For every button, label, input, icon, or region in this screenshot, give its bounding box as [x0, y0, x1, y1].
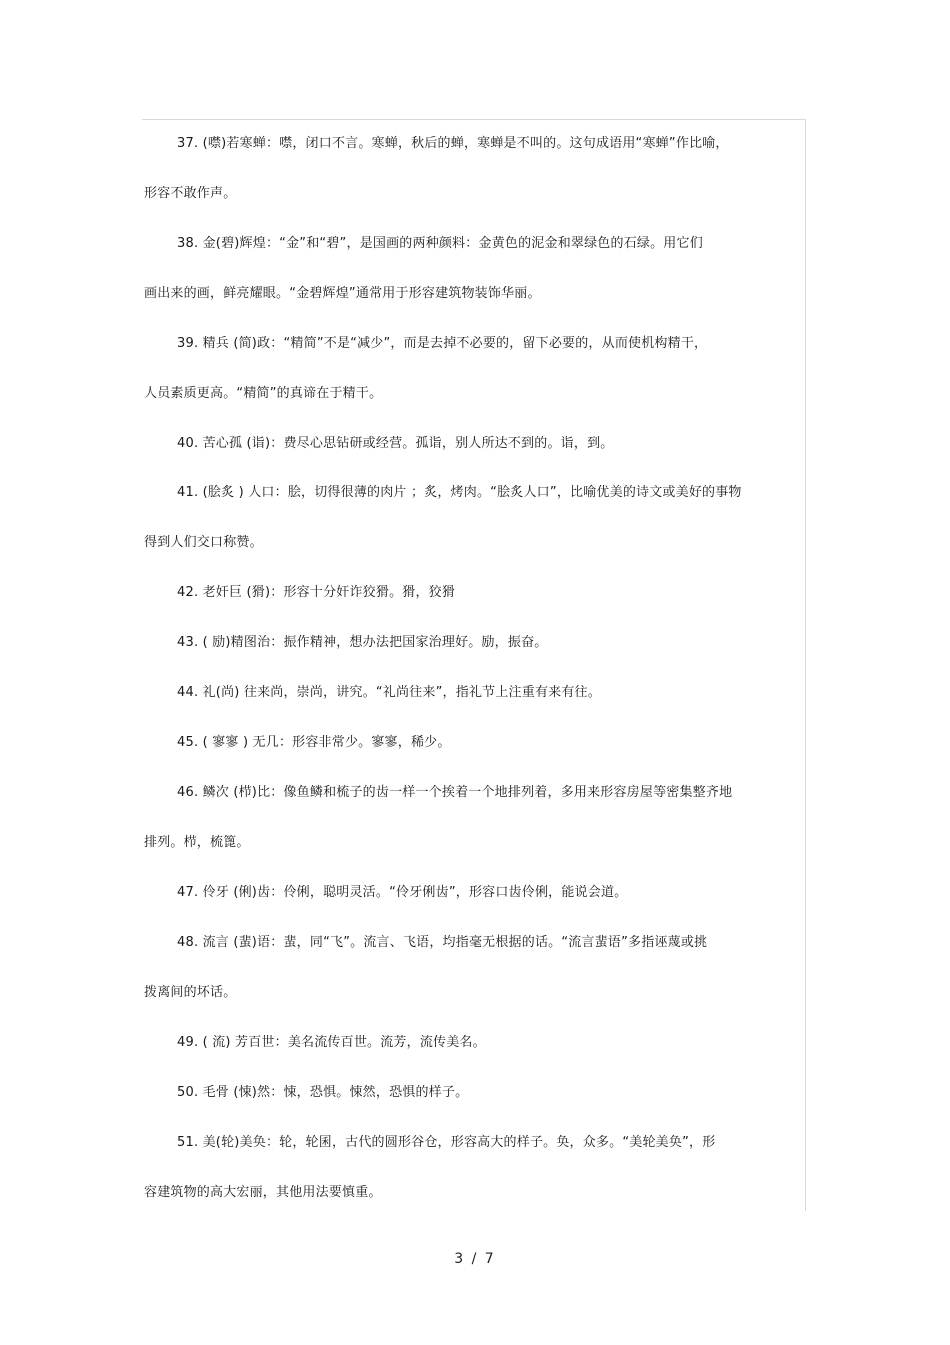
entry-48-line-1: 48. 流言 (蜚)语：蜚，同“飞”。流言、飞语，均指毫无根据的话。“流言蜚语”多指诬蔑或挑	[177, 935, 708, 950]
entry-38-line-2: 画出来的画，鲜亮耀眼。“金碧辉煌”通常用于形容建筑物装饰华丽。	[144, 286, 541, 301]
entry-46-line-1: 46. 鳞次 (栉)比：像鱼鳞和梳子的齿一样一个挨着一个地排列着，多用来形容房屋等密集整齐地	[177, 785, 733, 800]
entry-41-line-1: 41. (脍炙 ) 人口：脍，切得很薄的肉片 ；炙，烤肉。“脍炙人口”，比喻优美的诗文或美好的事物	[177, 485, 742, 500]
entry-37-line-1: 37. (噤)若寒蝉：噤，闭口不言。寒蝉，秋后的蝉，寒蝉是不叫的。这句成语用“寒蝉”作比喻，	[177, 136, 729, 151]
entry-39-line-2: 人员素质更高。“精简”的真谛在于精干。	[144, 386, 383, 401]
entry-38-line-1: 38. 金(碧)辉煌：“金”和“碧”，是国画的两种颜料：金黄色的泥金和翠绿色的石绿。用它们	[177, 236, 703, 251]
entry-48-line-2: 拨离间的坏话。	[144, 985, 237, 1000]
entry-47-line-1: 47. 伶牙 (俐)齿：伶俐，聪明灵活。“伶牙俐齿”，形容口齿伶俐，能说会道。	[177, 885, 628, 900]
entry-50-line-1: 50. 毛骨 (悚)然：悚，恐惧。悚然，恐惧的样子。	[177, 1085, 469, 1100]
entry-51-line-2: 容建筑物的高大宏丽，其他用法要慎重。	[144, 1185, 382, 1200]
entry-43-line-1: 43. ( 励)精图治：振作精神，想办法把国家治理好。励，振奋。	[177, 635, 548, 650]
entry-41-line-2: 得到人们交口称赞。	[144, 535, 263, 550]
entry-45-line-1: 45. ( 寥寥 ) 无几：形容非常少。寥寥，稀少。	[177, 735, 451, 750]
entry-49-line-1: 49. ( 流) 芳百世：美名流传百世。流芳，流传美名。	[177, 1035, 486, 1050]
entry-46-line-2: 排列。栉，梳篦。	[144, 835, 250, 850]
entry-51-line-1: 51. 美(轮)美奂：轮，轮囷，古代的圆形谷仓，形容高大的样子。奂，众多。“美轮美奂”，形	[177, 1135, 716, 1150]
entry-44-line-1: 44. 礼(尚) 往来尚，崇尚，讲究。“礼尚往来”，指礼节上注重有来有往。	[177, 685, 601, 700]
entry-39-line-1: 39. 精兵 (简)政：“精简”不是“减少”，而是去掉不必要的，留下必要的，从而使机构精干，	[177, 336, 708, 351]
entry-37-line-2: 形容不敢作声。	[144, 186, 237, 201]
entry-40-line-1: 40. 苦心孤 (诣)：费尽心思钻研或经营。孤诣，别人所达不到的。诣，到。	[177, 436, 614, 451]
entry-42-line-1: 42. 老奸巨 (猾)：形容十分奸诈狡猾。猾，狡猾	[177, 585, 456, 600]
page-number: 3 / 7	[454, 1251, 496, 1267]
